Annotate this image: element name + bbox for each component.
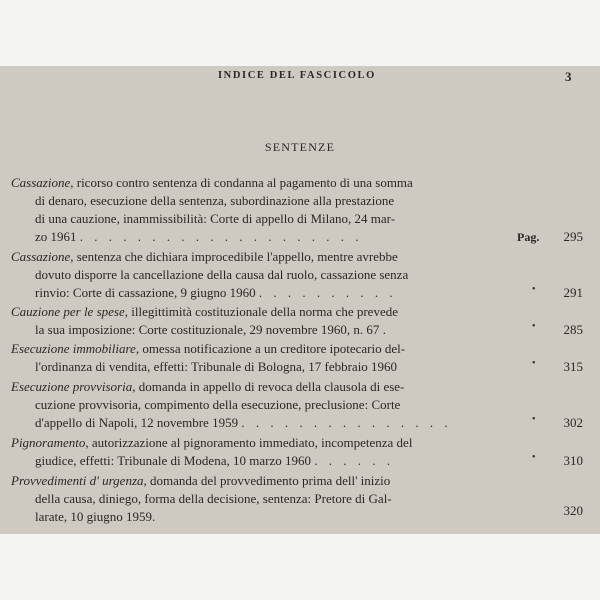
entry-text: , ricorso contro sentenza di condanna al pagamento di una somma	[70, 175, 413, 190]
entry-keyword: Esecuzione provvisoria	[11, 379, 133, 394]
entry-text: dovuto disporre la cancellazione della causa dal ruolo, cassazione senza	[35, 267, 409, 282]
entry-text: larate, 10 giugno 1959.	[35, 509, 156, 524]
entry-page: 310	[563, 453, 583, 468]
entry-keyword: Cauzione per le spese	[11, 304, 125, 319]
entry-text: giudice, effetti: Tribunale di Modena, 10 marzo 1960	[35, 453, 311, 468]
leader-mark: •	[532, 358, 536, 369]
entry-page: 291	[563, 285, 583, 300]
entry-text: rinvio: Corte di cassazione, 9 giugno 1960	[35, 285, 256, 300]
entry-text: , illegittimità costituzionale della norma che prevede	[124, 304, 398, 319]
entry-page: 315	[563, 359, 583, 374]
book-page	[0, 66, 600, 534]
entry-text: , omessa notificazione a un creditore ipotecario del-	[135, 341, 406, 356]
entry-text: di una cauzione, inammissibilità: Corte di appello di Milano, 24 mar-	[35, 211, 396, 226]
page-number: 3	[565, 69, 572, 84]
entry-text: , domanda in appello di revoca della clausola di ese-	[132, 379, 405, 394]
entry-keyword: Provvedimenti d' urgenza	[11, 473, 144, 488]
leader-mark: •	[532, 284, 536, 295]
entry-text: , domanda del provvedimento prima dell' inizio	[143, 473, 391, 488]
entry-text: , sentenza che dichiara improcedibile l'appello, mentre avrebbe	[70, 249, 398, 264]
page-label: Pag.	[517, 230, 540, 244]
entry-page: 285	[563, 322, 583, 337]
leader-mark: •	[532, 321, 536, 332]
entry-text: della causa, diniego, forma della decisione, sentenza: Pretore di Gal-	[35, 491, 392, 506]
entry-text: , autorizzazione al pignoramento immediato, incompetenza del	[85, 435, 413, 450]
entry-keyword: Pignoramento	[11, 435, 86, 450]
running-header	[0, 70, 600, 88]
entry-text: l'ordinanza di vendita, effetti: Tribunale di Bologna, 17 febbraio 1960	[35, 359, 398, 374]
index-entry	[11, 378, 585, 432]
entry-keyword: Cassazione	[11, 249, 71, 264]
entry-text: zo 1961	[35, 229, 77, 244]
entry-text: la sua imposizione: Corte costituzionale, 29 novembre 1960, n. 67	[35, 322, 380, 337]
index-entry	[11, 472, 585, 526]
entry-page: 295	[563, 229, 583, 244]
leader-dots: .	[382, 322, 390, 337]
leader-dots: . . . . . . . . . .	[258, 285, 397, 300]
entry-text: cuzione provvisoria, compimento della esecuzione, preclusione: Corte	[35, 397, 401, 412]
leader-dots: . . . . . . . . . . . . . . .	[241, 415, 452, 430]
leader-dots: . . . . . .	[314, 453, 394, 468]
entry-page: 302	[563, 415, 583, 430]
index-entry	[11, 174, 585, 246]
entry-text: d'appello di Napoli, 12 novembre 1959	[35, 415, 239, 430]
leader-dots: . . . . . . . . . . . . . . . . . . . .	[79, 229, 363, 244]
leader-mark: •	[532, 414, 536, 425]
entry-text: di denaro, esecuzione della sentenza, subordinazione alla prestazione	[35, 193, 395, 208]
entry-keyword: Esecuzione immobiliare	[11, 341, 136, 356]
index-entry	[11, 434, 585, 470]
index-entry	[11, 303, 585, 339]
index-entry	[11, 340, 585, 376]
section-heading: SENTENZE	[264, 140, 336, 154]
entry-page: 320	[563, 503, 583, 518]
entry-keyword: Cassazione	[11, 175, 71, 190]
leader-mark: •	[532, 452, 536, 463]
index-entry	[11, 248, 585, 302]
running-title: INDICE DEL FASCICOLO	[218, 70, 376, 81]
